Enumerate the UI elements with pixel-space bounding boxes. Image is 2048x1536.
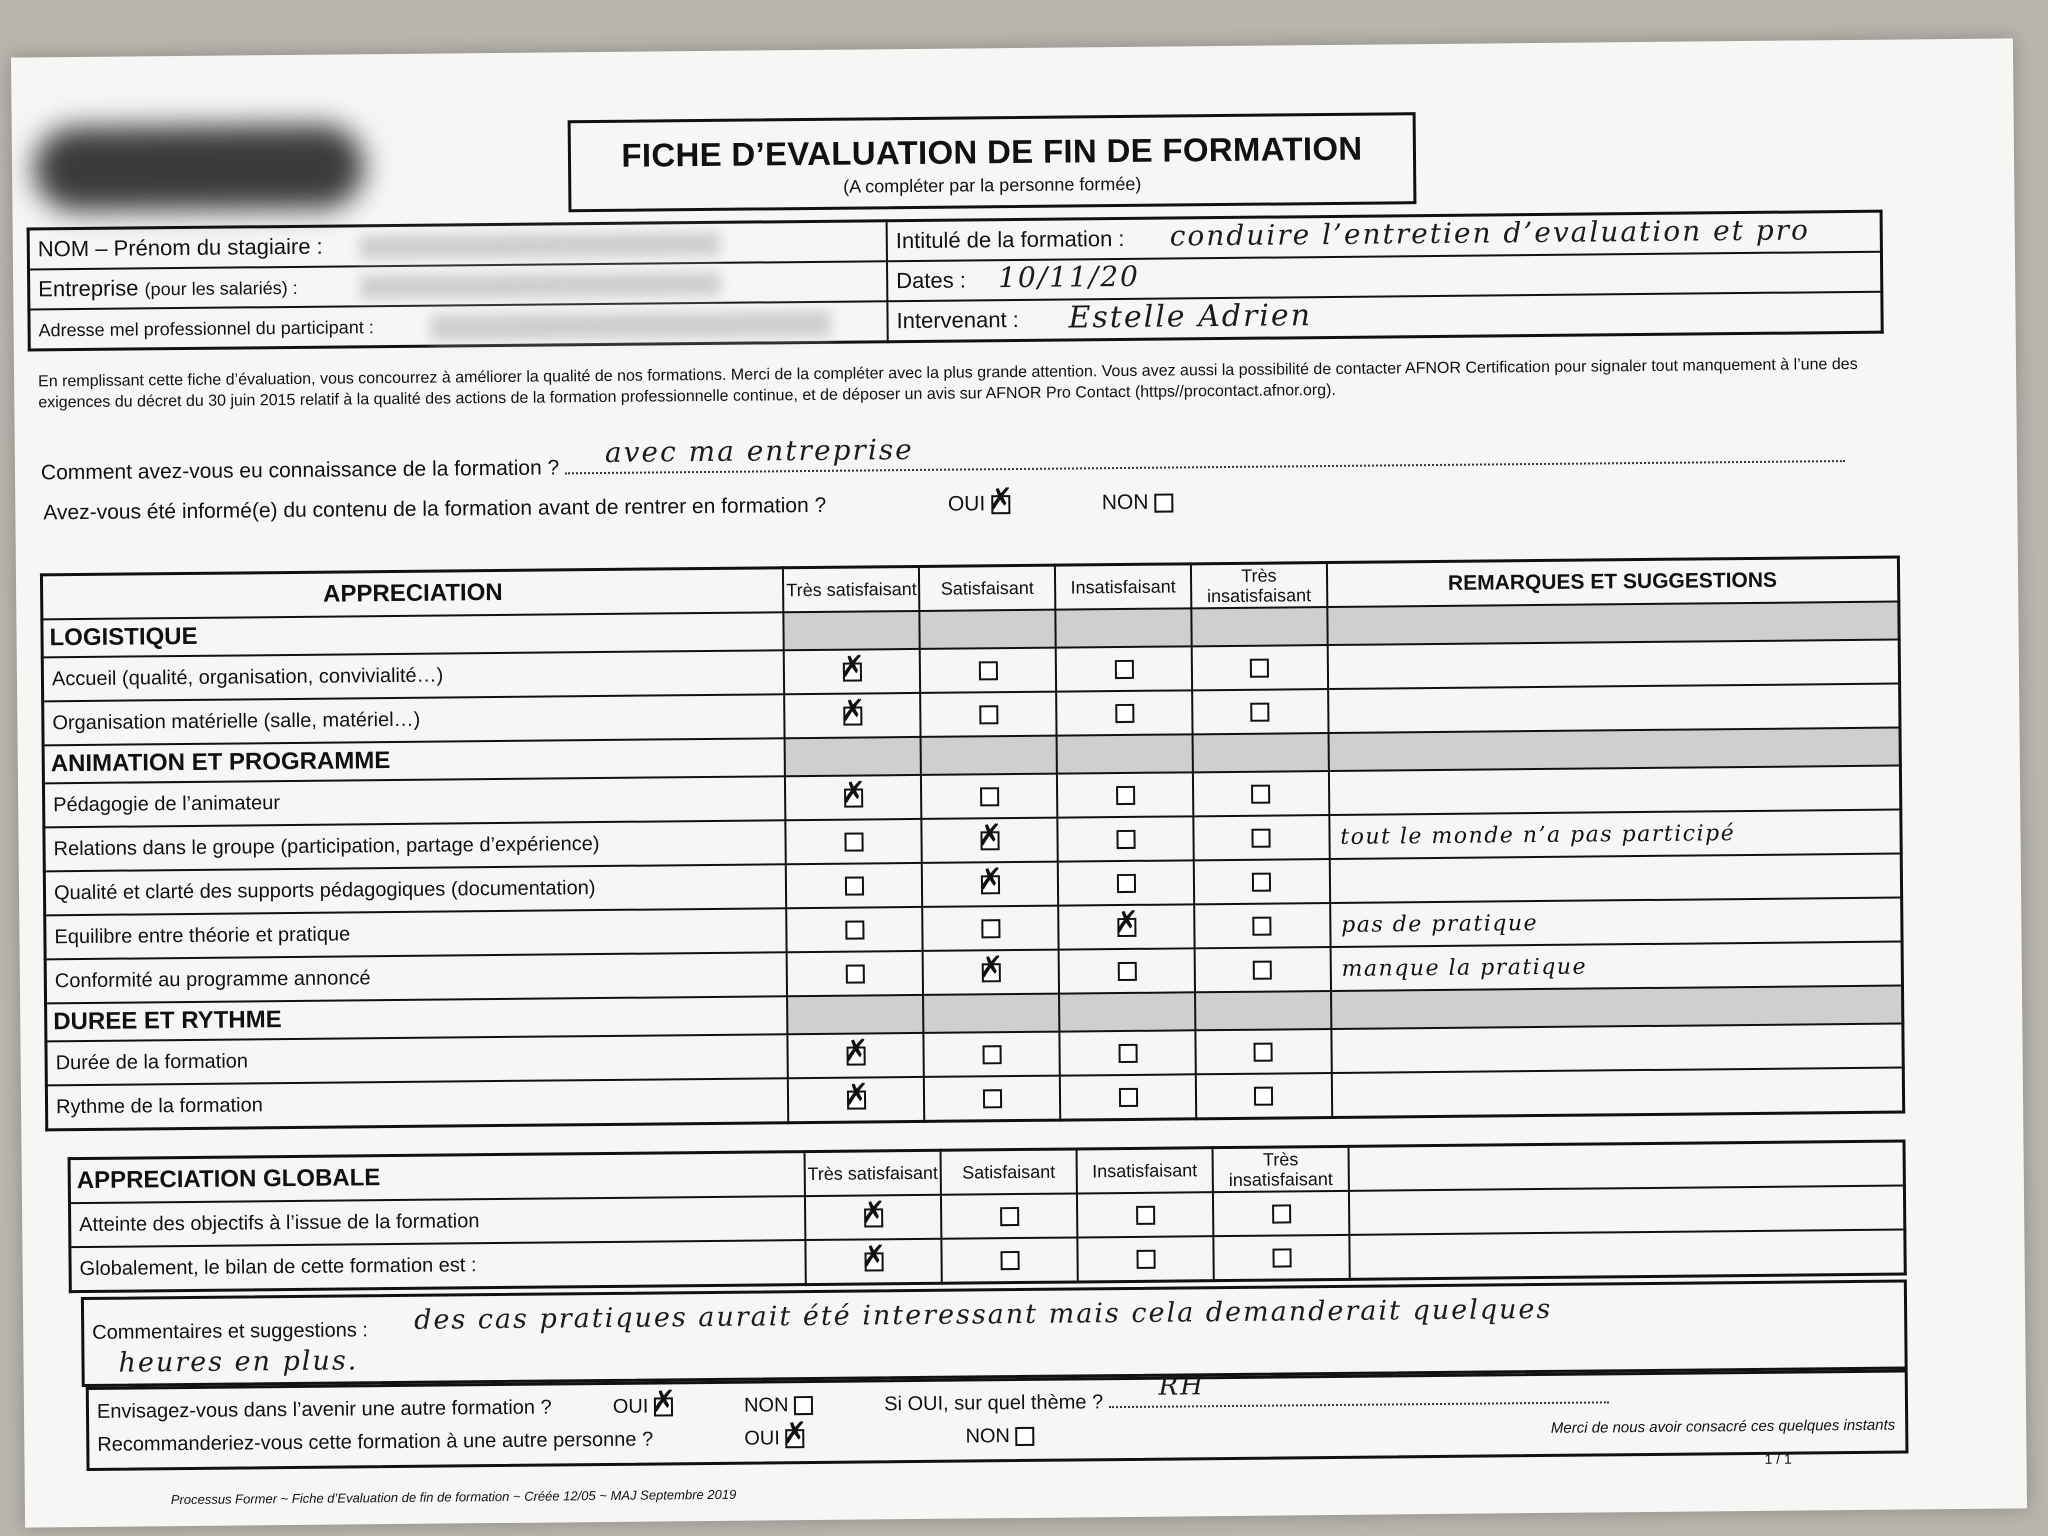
informed-oui-label: OUI	[947, 492, 986, 516]
checkbox-insatisfaisant[interactable]	[1116, 830, 1135, 849]
row-label: Organisation matérielle (salle, matériel…)	[43, 694, 785, 745]
redacted-name	[360, 232, 720, 259]
checkbox-satisfaisant[interactable]	[1000, 1251, 1019, 1270]
global-appreciation-table	[68, 1140, 1907, 1294]
future-non-label: NON	[743, 1394, 789, 1417]
checkbox-tres-insatisfaisant[interactable]	[1252, 828, 1271, 847]
section-title: LOGISTIQUE	[42, 612, 784, 657]
training-value: conduire l’entretien d’evaluation et pro	[1169, 213, 1811, 253]
row-remark[interactable]	[1331, 1024, 1903, 1073]
appreciation-header: APPRECIATION	[41, 568, 783, 620]
checkbox-tres-satisfaisant[interactable]	[846, 964, 865, 983]
final-questions-box	[86, 1369, 1909, 1470]
dates-label: Dates :	[896, 267, 966, 294]
checkbox-tres-satisfaisant[interactable]	[844, 788, 863, 807]
evaluation-form-sheet	[11, 38, 2027, 1527]
comments-line-1: des cas pratiques aurait été interessant mais cela demanderait quelques	[413, 1293, 1553, 1336]
company-note: (pour les salariés) :	[144, 277, 298, 300]
checkbox-tres-satisfaisant[interactable]	[845, 876, 864, 895]
recommend-oui-checkbox[interactable]	[785, 1429, 804, 1448]
checkbox-insatisfaisant[interactable]	[1115, 704, 1134, 723]
section-title: ANIMATION ET PROGRAMME	[43, 738, 785, 783]
checkbox-satisfaisant[interactable]	[983, 1089, 1002, 1108]
form-title: FICHE D’EVALUATION DE FIN DE FORMATION	[621, 129, 1363, 174]
dates-value: 10/11/20	[997, 259, 1141, 295]
checkbox-insatisfaisant[interactable]	[1116, 874, 1135, 893]
row-label: Rythme de la formation	[46, 1078, 788, 1130]
checkbox-satisfaisant[interactable]	[979, 705, 998, 724]
checkbox-satisfaisant[interactable]	[981, 875, 1000, 894]
trainer-cell[interactable]	[887, 292, 1882, 342]
email-cell[interactable]	[29, 301, 888, 350]
informed-question	[43, 491, 1173, 526]
section-title: DUREE ET RYTHME	[46, 996, 788, 1041]
row-label: Durée de la formation	[46, 1034, 788, 1085]
row-label: Pédagogie de l’animateur	[43, 776, 785, 827]
trainer-label: Intervenant :	[896, 306, 1019, 334]
page-number: 1 / 1	[1764, 1450, 1792, 1467]
future-training-question	[96, 1371, 1609, 1424]
document-footer: Processus Former ~ Fiche d’Evaluation de fin de formation ~ Créée 12/05 ~ MAJ Septembre 2019	[170, 1486, 737, 1508]
recommend-non-label: NON	[965, 1425, 1011, 1448]
future-oui-checkbox[interactable]	[654, 1398, 673, 1417]
comments-box[interactable]	[81, 1280, 1908, 1388]
how-known-line[interactable]	[565, 432, 1845, 474]
checkbox-satisfaisant[interactable]	[980, 787, 999, 806]
informed-non-label: NON	[1101, 490, 1149, 515]
checkbox-tres-insatisfaisant[interactable]	[1251, 702, 1270, 721]
row-remark[interactable]	[1328, 640, 1900, 689]
theme-label: Si OUI, sur quel thème ?	[884, 1391, 1104, 1416]
how-known-label: Comment avez-vous eu connaissance de la formation ?	[40, 456, 560, 485]
checkbox-tres-satisfaisant[interactable]	[847, 1090, 866, 1109]
checkbox-tres-insatisfaisant[interactable]	[1253, 960, 1272, 979]
checkbox-insatisfaisant[interactable]	[1116, 786, 1135, 805]
checkbox-tres-satisfaisant[interactable]	[864, 1208, 883, 1227]
form-subtitle: (A compléter par la personne formée)	[843, 173, 1142, 197]
redacted-logo	[34, 124, 365, 211]
future-non-checkbox[interactable]	[794, 1396, 813, 1415]
row-label: Relations dans le groupe (participation, partage d’expérience)	[44, 820, 786, 871]
row-remark[interactable]	[1329, 766, 1901, 815]
form-title-box	[568, 112, 1417, 212]
checkbox-satisfaisant[interactable]	[978, 661, 997, 680]
form-notice: En remplissant cette fiche d’évaluation, vous concourrez à améliorer la qualité de nos formations. Merci de la compléter avec la plus grande attention. Vous avez aussi la possibilité de contacter AFNOR Certification pour signaler tout manquement à l’une des exigences du décret du 30 juin 2015 relatif à la qualité des actions de la formation professionnelle continue, et de déposer un avis sur AFNOR Pro Contact (https//procontact.afnor.org).	[38, 355, 1858, 412]
theme-line[interactable]	[1109, 1371, 1609, 1408]
trainer-value: Estelle Adrien	[1068, 298, 1313, 336]
row-label: Accueil (qualité, organisation, convivialité…)	[42, 650, 784, 701]
informed-non-checkbox[interactable]	[1154, 493, 1173, 512]
row-remark[interactable]: pas de pratique	[1330, 898, 1902, 947]
row-remark[interactable]	[1328, 684, 1900, 733]
checkbox-tres-satisfaisant[interactable]	[843, 706, 862, 725]
checkbox-tres-insatisfaisant[interactable]	[1253, 916, 1272, 935]
col-tres-satisfaisant: Très satisfaisant	[783, 566, 919, 612]
how-known-value: avec ma entreprise	[604, 432, 914, 469]
row-label: Qualité et clarté des supports pédagogiques (documentation)	[44, 864, 786, 915]
checkbox-insatisfaisant[interactable]	[1118, 1044, 1137, 1063]
informed-label: Avez-vous été informé(e) du contenu de la formation avant de rentrer en formation ?	[43, 493, 827, 525]
recommend-label: Recommanderiez-vous cette formation à une autre personne ?	[97, 1428, 654, 1456]
global-row-remark[interactable]	[1349, 1186, 1905, 1235]
row-remark[interactable]: tout le monde n’a pas participé	[1329, 810, 1901, 859]
recommend-oui-label: OUI	[744, 1427, 780, 1450]
informed-oui-checkbox[interactable]	[991, 495, 1010, 514]
checkbox-tres-satisfaisant[interactable]	[844, 832, 863, 851]
global-row-label: Atteinte des objectifs à l’issue de la formation	[69, 1196, 805, 1247]
future-oui-label: OUI	[612, 1395, 649, 1418]
checkbox-tres-insatisfaisant[interactable]	[1252, 872, 1271, 891]
global-col-tres-insatisfaisant: Très insatisfaisant	[1213, 1146, 1349, 1192]
checkbox-insatisfaisant[interactable]	[1136, 1249, 1155, 1268]
training-label: Intitulé de la formation :	[895, 225, 1125, 254]
global-col-tres-satisfaisant: Très satisfaisant	[805, 1150, 941, 1196]
col-insatisfaisant: Insatisfaisant	[1055, 564, 1191, 610]
checkbox-tres-insatisfaisant[interactable]	[1272, 1248, 1291, 1267]
row-label: Equilibre entre théorie et pratique	[45, 908, 787, 959]
comments-label: Commentaires et suggestions :	[92, 1319, 369, 1344]
comments-line-2: heures en plus.	[118, 1345, 359, 1379]
checkbox-satisfaisant[interactable]	[980, 831, 999, 850]
checkbox-satisfaisant[interactable]	[981, 919, 1000, 938]
checkbox-satisfaisant[interactable]	[982, 1045, 1001, 1064]
checkbox-tres-insatisfaisant[interactable]	[1250, 658, 1269, 677]
company-label: Entreprise	[38, 275, 139, 302]
redacted-email	[430, 311, 830, 341]
participant-identity-table	[27, 210, 1884, 352]
thanks-note: Merci de nous avoir consacré ces quelques instants	[1550, 1416, 1896, 1437]
checkbox-tres-insatisfaisant[interactable]	[1251, 784, 1270, 803]
checkbox-tres-insatisfaisant[interactable]	[1254, 1086, 1273, 1105]
name-label: NOM – Prénom du stagiaire :	[37, 233, 323, 262]
global-title: APPRECIATION GLOBALE	[69, 1152, 805, 1204]
checkbox-satisfaisant[interactable]	[981, 963, 1000, 982]
checkbox-tres-satisfaisant[interactable]	[846, 1046, 865, 1065]
remarks-header: REMARQUES ET SUGGESTIONS	[1327, 557, 1899, 607]
theme-value: RH	[1158, 1371, 1205, 1402]
appreciation-table	[40, 556, 1905, 1132]
checkbox-tres-insatisfaisant[interactable]	[1272, 1204, 1291, 1223]
row-label: Conformité au programme annoncé	[45, 952, 787, 1003]
row-remark[interactable]	[1330, 854, 1902, 903]
checkbox-insatisfaisant[interactable]	[1136, 1205, 1155, 1224]
checkbox-satisfaisant[interactable]	[1000, 1207, 1019, 1226]
row-remark[interactable]: manque la pratique	[1330, 942, 1902, 991]
checkbox-tres-insatisfaisant[interactable]	[1254, 1042, 1273, 1061]
checkbox-tres-satisfaisant[interactable]	[845, 920, 864, 939]
recommend-question	[97, 1425, 1034, 1457]
col-satisfaisant: Satisfaisant	[919, 565, 1055, 611]
global-col-satisfaisant: Satisfaisant	[941, 1149, 1077, 1195]
recommend-non-checkbox[interactable]	[1015, 1427, 1034, 1446]
future-training-label: Envisagez-vous dans l’avenir une autre formation ?	[96, 1396, 552, 1423]
row-remark[interactable]	[1332, 1068, 1904, 1118]
checkbox-tres-satisfaisant[interactable]	[864, 1252, 883, 1271]
checkbox-insatisfaisant[interactable]	[1117, 918, 1136, 937]
checkbox-insatisfaisant[interactable]	[1118, 1088, 1137, 1107]
checkbox-tres-satisfaisant[interactable]	[843, 662, 862, 681]
col-tres-insatisfaisant: Très insatisfaisant	[1191, 563, 1327, 609]
global-col-insatisfaisant: Insatisfaisant	[1077, 1148, 1213, 1194]
how-known-question	[40, 432, 1845, 485]
email-label: Adresse mel professionnel du participant :	[38, 317, 374, 341]
checkbox-insatisfaisant[interactable]	[1114, 660, 1133, 679]
redacted-company	[360, 272, 720, 299]
checkbox-insatisfaisant[interactable]	[1117, 962, 1136, 981]
global-row-remark[interactable]	[1349, 1230, 1905, 1280]
global-row-label: Globalement, le bilan de cette formation est :	[70, 1240, 806, 1292]
